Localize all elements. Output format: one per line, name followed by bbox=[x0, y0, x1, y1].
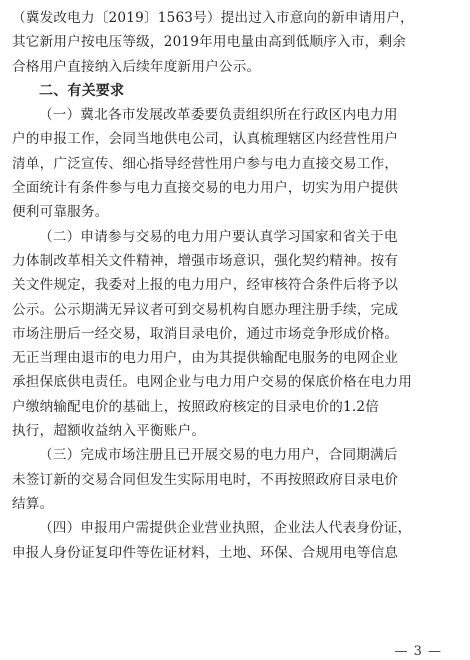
text-line: 结算。 bbox=[12, 495, 54, 512]
text-line: 申报人身份证复印件等佐证材料，土地、环保、合规用电等信息 bbox=[12, 544, 399, 561]
paragraph-start: （三）完成市场注册且已开展交易的电力用户，合同期满后 bbox=[39, 447, 398, 464]
text-line: 承担保底供电责任。电网企业与电力用户交易的保底价格在电力用 bbox=[12, 374, 413, 391]
text-line: 全面统计有条件参与电力直接交易的电力用户，切实为用户提供 bbox=[12, 180, 399, 197]
paragraph-start: （二）申请参与交易的电力用户要认真学习国家和省关于电 bbox=[39, 228, 398, 245]
text-line: 户的申报工作，会同当地供电公司，认真梳理辖区内经营性用户 bbox=[12, 131, 399, 148]
text-line: 便利可靠服务。 bbox=[12, 204, 109, 221]
text-line: 关文件规定，我委对上报的电力用户，经审核符合条件后将予以 bbox=[12, 277, 399, 294]
text-line: 执行，超额收益纳入平衡账户。 bbox=[12, 423, 206, 440]
text-line: 其它新用户按电压等级，2019年用电量由高到低顺序入市，剩余 bbox=[12, 34, 407, 51]
paragraph-start: （四）申报用户需提供企业营业执照，企业法人代表身份证， bbox=[39, 520, 412, 537]
text-line: （冀发改电力〔2019〕1563号）提出过入市意向的新申请用户， bbox=[12, 10, 414, 26]
section-heading: 二、有关要求 bbox=[39, 82, 125, 99]
paragraph-start: （一）冀北各市发展改革委要负责组织所在行政区内电力用 bbox=[39, 107, 398, 124]
text-line: 市场注册后一经交易，取消目录电价，通过市场竞争形成价格。 bbox=[12, 325, 399, 342]
text-line: 合格用户直接纳入后续年度新用户公示。 bbox=[12, 58, 261, 75]
text-line: 公示。公示期满无异议者可到交易机构自愿办理注册手续，完成 bbox=[12, 301, 399, 318]
text-line: 无正当理由退市的电力用户，由为其提供输配电服务的电网企业 bbox=[12, 350, 399, 367]
text-line: 户缴纳输配电价的基础上，按照政府核定的目录电价的1.2倍 bbox=[12, 398, 380, 415]
text-line: 未签订新的交易合同但发生实际用电时，不再按照政府目录电价 bbox=[12, 471, 399, 488]
text-line: 力体制改革相关文件精神，增强市场意识，强化契约精神。按有 bbox=[12, 252, 399, 269]
page-number: — 3 — bbox=[394, 644, 442, 659]
text-line: 清单，广泛宣传、细心指导经营性用户参与电力直接交易工作， bbox=[12, 155, 399, 172]
